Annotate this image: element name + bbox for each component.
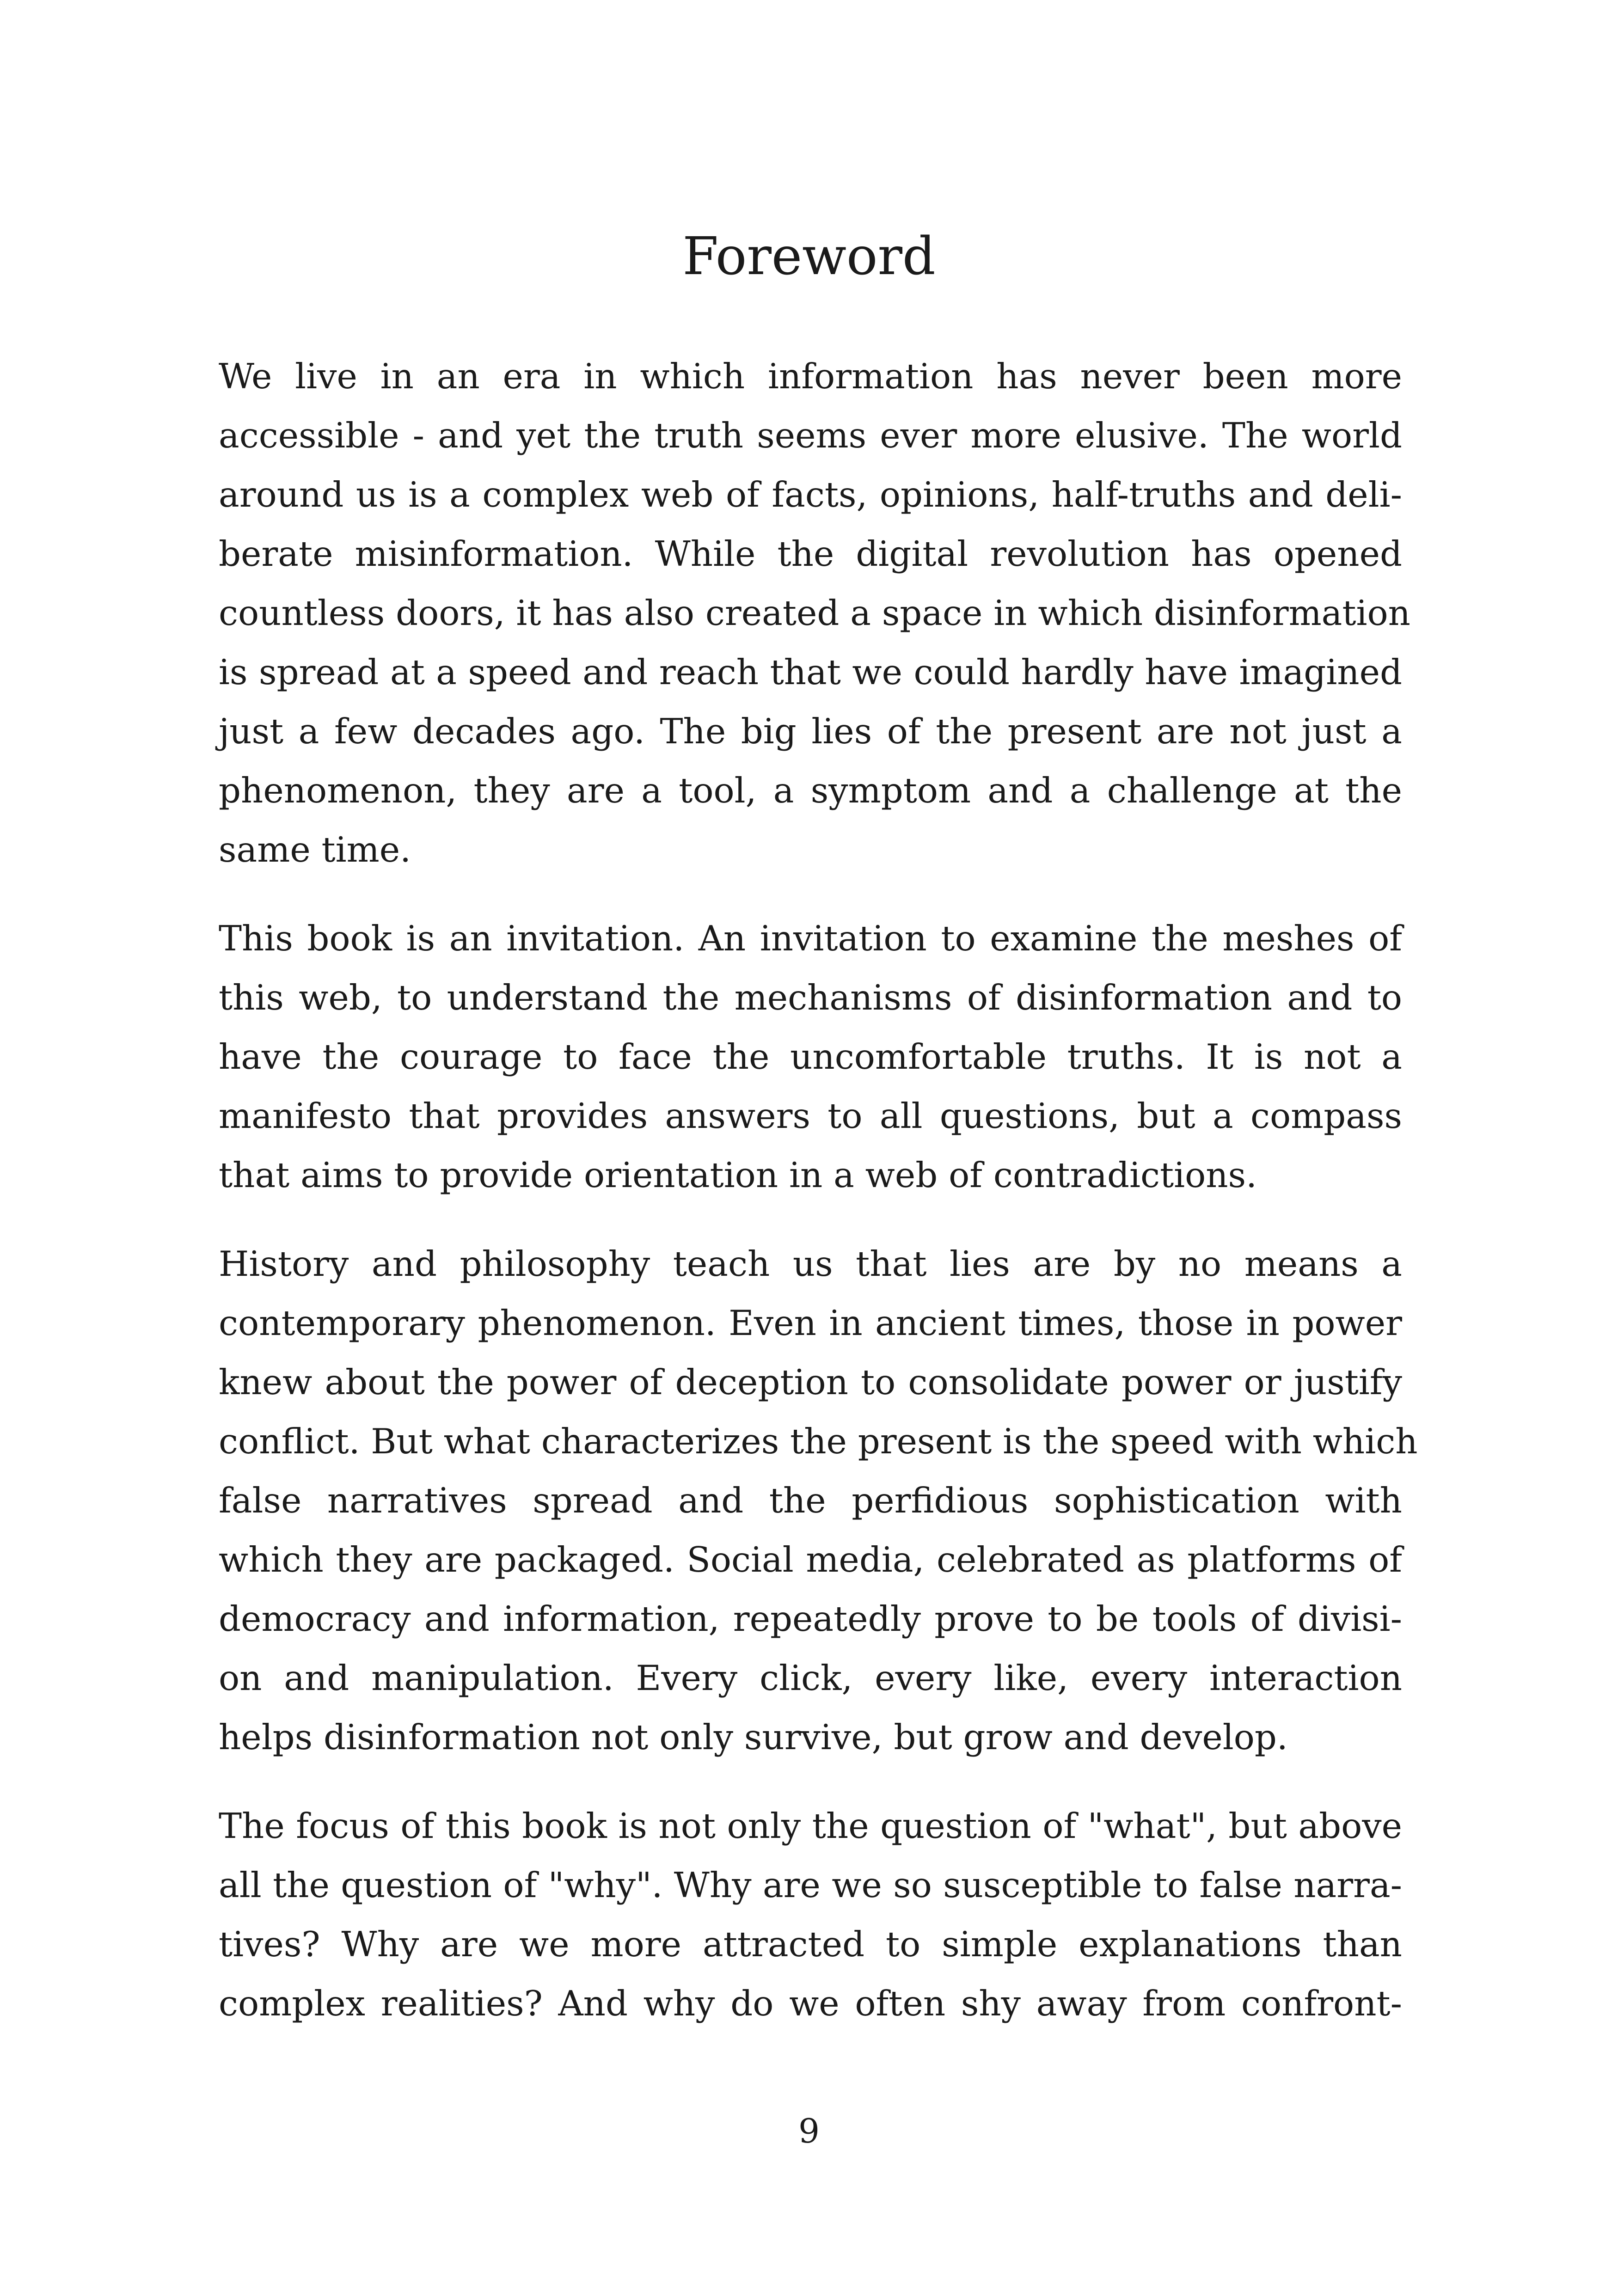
- text-line: just a few decades ago. The big lies of the present are not just a: [219, 711, 1402, 752]
- text-line: tives? Why are we more attracted to simple explanations than: [219, 1924, 1402, 1965]
- paragraph: [219, 347, 1410, 879]
- text-line: berate misinformation. While the digital revolution has opened: [219, 533, 1402, 574]
- text-line: false narratives spread and the perfidious sophistication with: [219, 1480, 1402, 1521]
- text-line: helps disinformation not only survive, but grow and develop.: [219, 1717, 1288, 1757]
- text-line: all the question of "why". Why are we so susceptible to false narra-: [219, 1865, 1402, 1905]
- text-line: This book is an invitation. An invitation to examine the meshes of: [219, 918, 1402, 959]
- text-line: phenomenon, they are a tool, a symptom and a challenge at the: [219, 770, 1402, 811]
- text-line: History and philosophy teach us that lies are by no means a: [219, 1243, 1402, 1284]
- text-line: The focus of this book is not only the question of "what", but above: [219, 1806, 1402, 1846]
- text-line: conflict. But what characterizes the present is the speed with which: [219, 1421, 1418, 1462]
- paragraph: [219, 909, 1402, 1205]
- paragraph: [219, 1796, 1402, 2033]
- text-line: which they are packaged. Social media, celebrated as platforms of: [219, 1539, 1402, 1580]
- text-line: accessible - and yet the truth seems ever more elusive. The world: [219, 415, 1402, 456]
- text-line: same time.: [219, 829, 411, 870]
- paragraph: [219, 1234, 1418, 1767]
- page-title: Foreword: [682, 227, 936, 287]
- text-line: complex realities? And why do we often shy away from confront-: [219, 1983, 1402, 2024]
- text-line: contemporary phenomenon. Even in ancient times, those in power: [219, 1303, 1402, 1343]
- text-line: knew about the power of deception to consolidate power or justify: [219, 1362, 1402, 1402]
- text-line: that aims to provide orientation in a web of contradictions.: [219, 1155, 1257, 1195]
- text-line: have the courage to face the uncomfortable truths. It is not a: [219, 1036, 1402, 1077]
- text-line: democracy and information, repeatedly prove to be tools of divisi-: [219, 1598, 1402, 1639]
- text-line: this web, to understand the mechanisms of disinformation and to: [219, 977, 1402, 1018]
- text-line: manifesto that provides answers to all questions, but a compass: [219, 1096, 1402, 1136]
- text-line: We live in an era in which information has never been more: [219, 356, 1402, 397]
- page-number: 9: [798, 2112, 820, 2150]
- text-line: on and manipulation. Every click, every like, every interaction: [219, 1658, 1402, 1698]
- body-text: [219, 347, 1418, 2063]
- text-line: around us is a complex web of facts, opinions, half-truths and deli-: [219, 474, 1402, 515]
- text-line: countless doors, it has also created a space in which disinformation: [219, 593, 1410, 633]
- text-line: is spread at a speed and reach that we could hardly have imagined: [219, 652, 1402, 692]
